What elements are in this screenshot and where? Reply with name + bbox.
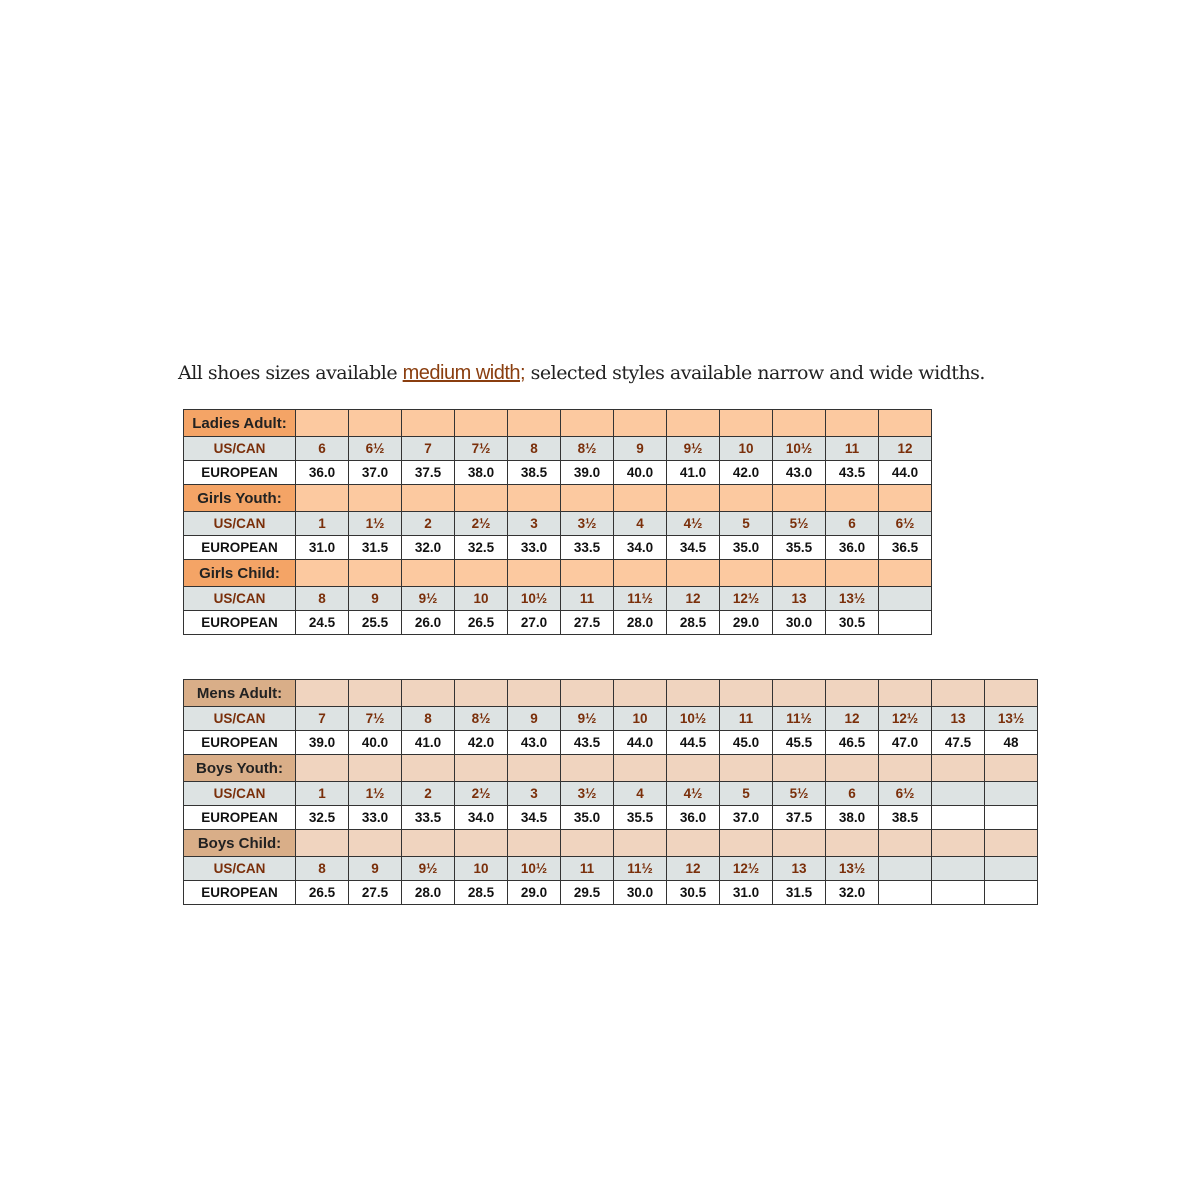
header-band-cell <box>826 680 879 707</box>
us-can-size-cell: 4½ <box>667 512 720 536</box>
european-size-cell: 28.0 <box>614 611 667 635</box>
us-can-size-cell: 6 <box>826 512 879 536</box>
european-size-cell: 27.0 <box>508 611 561 635</box>
us-can-size-cell: 2 <box>402 782 455 806</box>
header-band-cell <box>402 410 455 437</box>
header-band-cell <box>720 410 773 437</box>
european-size-cell <box>932 806 985 830</box>
header-band-cell <box>614 560 667 587</box>
european-size-cell: 35.5 <box>614 806 667 830</box>
header-band-cell <box>296 755 349 782</box>
us-can-size-cell: 6½ <box>349 437 402 461</box>
header-band-cell <box>879 680 932 707</box>
european-size-cell: 32.0 <box>402 536 455 560</box>
header-band-cell <box>720 485 773 512</box>
header-band-cell <box>349 755 402 782</box>
header-band-cell <box>826 755 879 782</box>
header-band-cell <box>932 830 985 857</box>
us-can-size-cell: 10½ <box>667 707 720 731</box>
us-can-size-row <box>184 782 1038 806</box>
european-size-cell: 39.0 <box>296 731 349 755</box>
us-can-size-cell: 3 <box>508 512 561 536</box>
european-size-cell <box>932 881 985 905</box>
us-can-size-row <box>184 512 932 536</box>
us-can-size-cell: 5 <box>720 512 773 536</box>
european-size-cell: 24.5 <box>296 611 349 635</box>
european-size-cell: 37.5 <box>773 806 826 830</box>
us-can-size-cell: 3½ <box>561 512 614 536</box>
european-size-cell: 33.0 <box>349 806 402 830</box>
us-can-size-cell: 4½ <box>667 782 720 806</box>
us-can-label: US/CAN <box>184 512 296 536</box>
us-can-size-cell: 4 <box>614 782 667 806</box>
header-band-cell <box>402 680 455 707</box>
us-can-size-cell: 2½ <box>455 512 508 536</box>
european-size-cell: 31.5 <box>773 881 826 905</box>
us-can-size-cell: 12 <box>667 857 720 881</box>
us-can-size-cell: 9½ <box>561 707 614 731</box>
header-band-cell <box>455 680 508 707</box>
us-can-size-cell <box>879 587 932 611</box>
us-can-size-cell: 10 <box>614 707 667 731</box>
us-can-size-cell: 7 <box>296 707 349 731</box>
european-size-cell: 35.5 <box>773 536 826 560</box>
us-can-size-cell: 9 <box>614 437 667 461</box>
header-band-cell <box>455 410 508 437</box>
european-size-cell: 26.0 <box>402 611 455 635</box>
us-can-size-cell: 12 <box>879 437 932 461</box>
width-availability-note <box>178 362 1138 385</box>
section-header-row <box>184 680 1038 707</box>
european-size-cell: 36.0 <box>296 461 349 485</box>
us-can-label: US/CAN <box>184 857 296 881</box>
us-can-label: US/CAN <box>184 782 296 806</box>
us-can-size-cell: 10 <box>720 437 773 461</box>
header-band-cell <box>402 560 455 587</box>
header-band-cell <box>720 560 773 587</box>
us-can-size-cell: 13 <box>932 707 985 731</box>
us-can-size-cell: 2 <box>402 512 455 536</box>
european-size-cell: 28.5 <box>455 881 508 905</box>
european-size-cell: 44.0 <box>879 461 932 485</box>
european-size-cell: 41.0 <box>667 461 720 485</box>
section-title: Boys Child: <box>184 830 296 857</box>
us-can-size-cell: 8½ <box>455 707 508 731</box>
header-band-cell <box>773 755 826 782</box>
header-band-cell <box>561 755 614 782</box>
european-size-cell: 29.0 <box>720 611 773 635</box>
european-size-row <box>184 536 932 560</box>
european-size-cell <box>879 881 932 905</box>
header-band-cell <box>296 485 349 512</box>
header-band-cell <box>667 560 720 587</box>
european-size-cell: 26.5 <box>455 611 508 635</box>
header-band-cell <box>349 560 402 587</box>
us-can-size-cell: 7½ <box>349 707 402 731</box>
european-size-cell: 46.5 <box>826 731 879 755</box>
section-header-row <box>184 410 932 437</box>
us-can-size-cell: 12½ <box>720 587 773 611</box>
us-can-size-cell: 12 <box>667 587 720 611</box>
european-size-cell: 36.0 <box>826 536 879 560</box>
header-band-cell <box>349 485 402 512</box>
european-size-cell: 34.5 <box>667 536 720 560</box>
us-can-size-cell: 13½ <box>826 587 879 611</box>
header-band-cell <box>296 680 349 707</box>
us-can-size-cell: 12 <box>826 707 879 731</box>
us-can-size-cell: 9 <box>349 857 402 881</box>
us-can-size-cell: 11 <box>826 437 879 461</box>
european-label: EUROPEAN <box>184 881 296 905</box>
us-can-size-cell: 7½ <box>455 437 508 461</box>
header-band-cell <box>561 560 614 587</box>
us-can-size-cell <box>985 857 1038 881</box>
header-band-cell <box>296 410 349 437</box>
header-band-cell <box>508 485 561 512</box>
header-band-cell <box>773 560 826 587</box>
us-can-size-cell: 2½ <box>455 782 508 806</box>
header-band-cell <box>879 485 932 512</box>
us-can-size-cell <box>932 857 985 881</box>
european-size-cell: 37.0 <box>349 461 402 485</box>
us-can-size-cell: 4 <box>614 512 667 536</box>
header-band-cell <box>561 485 614 512</box>
us-can-size-cell: 5½ <box>773 512 826 536</box>
us-can-size-cell: 1 <box>296 782 349 806</box>
header-band-cell <box>879 410 932 437</box>
european-size-cell: 43.5 <box>826 461 879 485</box>
us-can-size-cell: 3½ <box>561 782 614 806</box>
section-header-row <box>184 830 1038 857</box>
section-header-row <box>184 560 932 587</box>
header-band-cell <box>720 755 773 782</box>
european-size-cell: 42.0 <box>455 731 508 755</box>
us-can-size-cell: 5 <box>720 782 773 806</box>
european-size-cell: 29.0 <box>508 881 561 905</box>
european-label: EUROPEAN <box>184 731 296 755</box>
section-title: Girls Youth: <box>184 485 296 512</box>
european-size-cell: 35.0 <box>720 536 773 560</box>
header-band-cell <box>402 830 455 857</box>
us-can-size-cell: 13 <box>773 857 826 881</box>
header-band-cell <box>455 755 508 782</box>
header-band-cell <box>455 830 508 857</box>
european-size-cell: 47.0 <box>879 731 932 755</box>
european-size-cell: 26.5 <box>296 881 349 905</box>
european-size-cell: 32.0 <box>826 881 879 905</box>
us-can-size-cell: 7 <box>402 437 455 461</box>
european-size-cell: 44.5 <box>667 731 720 755</box>
us-can-size-cell: 1 <box>296 512 349 536</box>
european-size-cell: 38.5 <box>508 461 561 485</box>
european-size-cell: 38.5 <box>879 806 932 830</box>
european-size-cell: 37.0 <box>720 806 773 830</box>
header-band-cell <box>879 560 932 587</box>
us-can-size-cell: 13½ <box>826 857 879 881</box>
european-size-cell: 34.0 <box>614 536 667 560</box>
medium-width-link[interactable]: medium width; <box>402 362 526 384</box>
european-size-cell: 31.0 <box>296 536 349 560</box>
european-size-cell: 34.0 <box>455 806 508 830</box>
us-can-size-cell <box>985 782 1038 806</box>
european-size-cell: 43.0 <box>773 461 826 485</box>
section-title: Ladies Adult: <box>184 410 296 437</box>
us-can-size-cell: 5½ <box>773 782 826 806</box>
us-can-size-cell: 11 <box>561 857 614 881</box>
header-band-cell <box>402 485 455 512</box>
header-band-cell <box>667 680 720 707</box>
header-band-cell <box>508 560 561 587</box>
us-can-size-cell: 6 <box>296 437 349 461</box>
european-size-cell: 45.0 <box>720 731 773 755</box>
header-band-cell <box>561 830 614 857</box>
us-can-size-cell: 12½ <box>720 857 773 881</box>
us-can-size-cell: 12½ <box>879 707 932 731</box>
us-can-size-cell: 10½ <box>508 857 561 881</box>
european-size-cell: 27.5 <box>349 881 402 905</box>
european-size-cell: 47.5 <box>932 731 985 755</box>
us-can-size-row <box>184 587 932 611</box>
header-band-cell <box>508 755 561 782</box>
header-band-cell <box>720 830 773 857</box>
european-size-cell: 25.5 <box>349 611 402 635</box>
mens-size-chart <box>183 679 1038 905</box>
european-size-cell: 32.5 <box>455 536 508 560</box>
european-size-row <box>184 881 1038 905</box>
us-can-size-cell: 11 <box>720 707 773 731</box>
header-band-cell <box>879 830 932 857</box>
european-size-cell: 33.5 <box>402 806 455 830</box>
header-band-cell <box>561 410 614 437</box>
european-size-cell: 33.5 <box>561 536 614 560</box>
us-can-size-row <box>184 857 1038 881</box>
header-band-cell <box>985 830 1038 857</box>
header-band-cell <box>296 560 349 587</box>
us-can-size-cell: 10½ <box>773 437 826 461</box>
us-can-size-cell: 9 <box>349 587 402 611</box>
european-size-cell <box>985 806 1038 830</box>
european-size-cell: 31.5 <box>349 536 402 560</box>
section-header-row <box>184 485 932 512</box>
header-band-cell <box>985 680 1038 707</box>
us-can-size-cell: 8 <box>402 707 455 731</box>
european-size-cell: 39.0 <box>561 461 614 485</box>
us-can-size-cell: 9 <box>508 707 561 731</box>
us-can-label: US/CAN <box>184 587 296 611</box>
us-can-size-cell: 6½ <box>879 782 932 806</box>
header-band-cell <box>349 830 402 857</box>
european-size-cell: 31.0 <box>720 881 773 905</box>
european-size-cell: 28.0 <box>402 881 455 905</box>
us-can-size-cell: 13 <box>773 587 826 611</box>
us-can-size-cell: 10½ <box>508 587 561 611</box>
header-band-cell <box>932 755 985 782</box>
european-size-cell: 30.0 <box>614 881 667 905</box>
us-can-size-cell: 8 <box>508 437 561 461</box>
us-can-size-cell: 11½ <box>614 857 667 881</box>
european-label: EUROPEAN <box>184 461 296 485</box>
us-can-size-row <box>184 437 932 461</box>
european-size-row <box>184 461 932 485</box>
us-can-size-cell: 8 <box>296 587 349 611</box>
european-size-cell: 45.5 <box>773 731 826 755</box>
european-size-cell: 32.5 <box>296 806 349 830</box>
header-band-cell <box>349 410 402 437</box>
us-can-size-cell: 9½ <box>667 437 720 461</box>
section-title: Boys Youth: <box>184 755 296 782</box>
european-size-cell: 48 <box>985 731 1038 755</box>
european-label: EUROPEAN <box>184 611 296 635</box>
european-size-cell: 41.0 <box>402 731 455 755</box>
header-band-cell <box>296 830 349 857</box>
us-can-size-cell <box>879 857 932 881</box>
header-band-cell <box>508 680 561 707</box>
header-band-cell <box>667 755 720 782</box>
section-header-row <box>184 755 1038 782</box>
european-label: EUROPEAN <box>184 806 296 830</box>
header-band-cell <box>985 755 1038 782</box>
header-band-cell <box>826 560 879 587</box>
header-band-cell <box>667 410 720 437</box>
section-title: Mens Adult: <box>184 680 296 707</box>
european-size-cell: 27.5 <box>561 611 614 635</box>
womens-size-chart <box>183 409 932 635</box>
header-band-cell <box>614 755 667 782</box>
european-size-cell: 43.0 <box>508 731 561 755</box>
european-size-row <box>184 611 932 635</box>
header-band-cell <box>879 755 932 782</box>
us-can-size-cell: 1½ <box>349 512 402 536</box>
european-size-cell: 29.5 <box>561 881 614 905</box>
european-size-cell: 30.5 <box>667 881 720 905</box>
european-size-cell: 28.5 <box>667 611 720 635</box>
header-band-cell <box>826 830 879 857</box>
us-can-size-cell: 8½ <box>561 437 614 461</box>
european-size-cell: 30.0 <box>773 611 826 635</box>
header-band-cell <box>667 830 720 857</box>
us-can-size-cell: 9½ <box>402 857 455 881</box>
european-size-cell: 38.0 <box>455 461 508 485</box>
header-band-cell <box>826 410 879 437</box>
us-can-label: US/CAN <box>184 437 296 461</box>
header-band-cell <box>773 410 826 437</box>
european-size-cell: 40.0 <box>614 461 667 485</box>
us-can-size-cell: 10 <box>455 857 508 881</box>
european-size-cell: 36.0 <box>667 806 720 830</box>
us-can-size-row <box>184 707 1038 731</box>
european-size-cell: 40.0 <box>349 731 402 755</box>
european-size-row <box>184 731 1038 755</box>
us-can-size-cell: 11½ <box>773 707 826 731</box>
european-size-cell: 44.0 <box>614 731 667 755</box>
header-band-cell <box>508 830 561 857</box>
european-size-cell: 33.0 <box>508 536 561 560</box>
header-band-cell <box>402 755 455 782</box>
european-size-cell: 34.5 <box>508 806 561 830</box>
header-band-cell <box>349 680 402 707</box>
header-band-cell <box>720 680 773 707</box>
header-band-cell <box>614 485 667 512</box>
european-label: EUROPEAN <box>184 536 296 560</box>
header-band-cell <box>614 680 667 707</box>
intro-text-after: selected styles available narrow and wide widths. <box>525 362 985 384</box>
us-can-size-cell: 13½ <box>985 707 1038 731</box>
european-size-row <box>184 806 1038 830</box>
us-can-size-cell: 11 <box>561 587 614 611</box>
header-band-cell <box>614 830 667 857</box>
us-can-size-cell: 10 <box>455 587 508 611</box>
us-can-size-cell: 11½ <box>614 587 667 611</box>
header-band-cell <box>455 485 508 512</box>
header-band-cell <box>455 560 508 587</box>
european-size-cell: 36.5 <box>879 536 932 560</box>
us-can-size-cell: 3 <box>508 782 561 806</box>
us-can-size-cell: 9½ <box>402 587 455 611</box>
header-band-cell <box>667 485 720 512</box>
header-band-cell <box>614 410 667 437</box>
us-can-size-cell: 1½ <box>349 782 402 806</box>
us-can-size-cell: 6 <box>826 782 879 806</box>
european-size-cell: 37.5 <box>402 461 455 485</box>
european-size-cell: 38.0 <box>826 806 879 830</box>
header-band-cell <box>826 485 879 512</box>
european-size-cell: 42.0 <box>720 461 773 485</box>
header-band-cell <box>773 485 826 512</box>
european-size-cell <box>985 881 1038 905</box>
us-can-label: US/CAN <box>184 707 296 731</box>
european-size-cell <box>879 611 932 635</box>
european-size-cell: 43.5 <box>561 731 614 755</box>
section-title: Girls Child: <box>184 560 296 587</box>
european-size-cell: 35.0 <box>561 806 614 830</box>
us-can-size-cell: 8 <box>296 857 349 881</box>
european-size-cell: 30.5 <box>826 611 879 635</box>
header-band-cell <box>773 830 826 857</box>
header-band-cell <box>561 680 614 707</box>
header-band-cell <box>932 680 985 707</box>
header-band-cell <box>773 680 826 707</box>
us-can-size-cell <box>932 782 985 806</box>
header-band-cell <box>508 410 561 437</box>
intro-text-before: All shoes sizes available <box>178 362 403 384</box>
us-can-size-cell: 6½ <box>879 512 932 536</box>
